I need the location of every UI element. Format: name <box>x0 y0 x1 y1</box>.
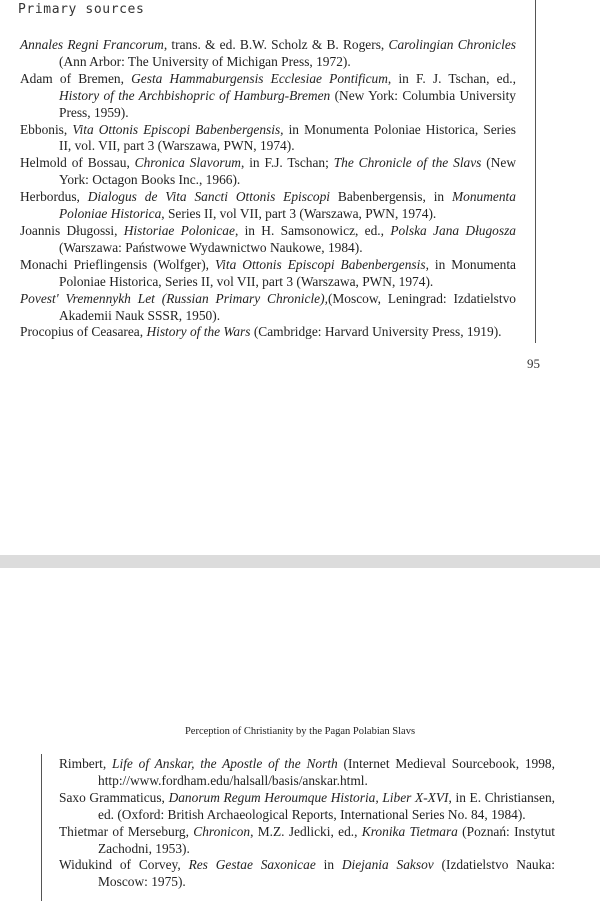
entry-text: , trans. & ed. B.W. Scholz & B. Rogers, <box>163 37 389 52</box>
entry-text: in <box>315 857 342 873</box>
entry-text: (Warszawa: Państwowe Wydawnictwo Naukowe, 1984). <box>59 239 363 255</box>
entry-text: Babenbergensis, in <box>330 189 452 205</box>
bibliography-entry <box>20 71 516 122</box>
bibliography-entry <box>20 257 516 291</box>
entry-title: Chronica Slavorum <box>134 155 241 171</box>
entry-title: Annales Regni Francorum <box>20 37 164 52</box>
entry-title: Res Gestae Saxonicae <box>188 857 316 873</box>
entry-title: The Chronicle of the Slavs <box>333 155 482 171</box>
bibliography-entry <box>20 122 516 156</box>
entry-title: Kronika Tietmara <box>361 823 458 839</box>
entry-text: Saxo Grammaticus, <box>59 789 169 805</box>
margin-rule <box>41 754 42 901</box>
entry-title: Gesta Hammaburgensis Ecclesiae Pontificum <box>131 70 388 86</box>
bibliography-entry <box>59 756 555 790</box>
entry-text: Herbordus, <box>20 189 88 205</box>
page-96 <box>0 568 600 901</box>
bibliography-entry <box>59 824 555 858</box>
entry-title: Danorum Regum Heroumque Historia, Liber X-XVI <box>168 789 449 805</box>
entry-text: Widukind of Corvey, <box>59 857 189 873</box>
entry-title: Vita Ottonis Episcopi Babenbergensis, <box>72 121 284 137</box>
entry-text: in Monumenta Poloniae Historica, Series II, vol. VII, part 3 (Warszawa, PWN, 1974). <box>59 121 516 154</box>
entry-text: Rimbert, <box>59 756 113 771</box>
entry-text: Procopius of Ceasarea, <box>20 324 147 340</box>
entry-text: (Ann Arbor: The University of Michigan Press, 1972). <box>59 53 351 69</box>
bibliography-entry <box>20 155 516 189</box>
entry-text: Ebbonis, <box>20 121 73 137</box>
entry-text: Joannis Długossi, <box>20 222 124 238</box>
page-number: 95 <box>527 356 540 371</box>
bibliography-entry <box>20 189 516 223</box>
entry-text: (Izdatielstvo Nauka: Moscow: 1975). <box>98 857 555 890</box>
entry-text: , M.Z. Jedlicki, ed., <box>250 823 362 839</box>
entry-title: Chronicon <box>193 823 251 839</box>
entry-title: Vita Ottonis Episcopi Babenbergensis <box>214 256 426 272</box>
entry-text: , in F.J. Tschan; <box>240 155 334 171</box>
entry-title: Diejania Saksov <box>341 857 434 873</box>
bibliography-entry <box>59 857 555 891</box>
entry-text: , Series II, vol VII, part 3 (Warszawa, PWN, 1974). <box>161 206 437 222</box>
entry-title: Carolingian Chronicles <box>388 37 516 52</box>
bibliography-entry <box>20 223 516 257</box>
entry-text: (Cambridge: Harvard University Press, 1919). <box>250 324 502 340</box>
bibliography-list <box>20 37 516 341</box>
entry-text: , in Monumenta Poloniae Historica, Series II, vol VII, part 3 (Warszawa, PWN, 1974). <box>59 256 517 289</box>
entry-title: Historiae Polonicae <box>123 222 235 238</box>
entry-text: (Poznań: Instytut Zachodni, 1953). <box>98 823 555 856</box>
entry-title: Life of Anskar, the Apostle of the North <box>112 756 338 771</box>
bibliography-entry <box>20 37 516 71</box>
bibliography-entry <box>20 291 516 325</box>
entry-text: , in F. J. Tschan, ed., <box>387 70 516 86</box>
section-heading: Primary sources <box>18 2 145 17</box>
entry-text: (Internet Medieval Sourcebook, 1998, http://www.fordham.edu/halsall/basis/anskar.html. <box>98 756 555 788</box>
entry-text: Adam of Bremen, <box>20 70 132 86</box>
entry-title: History of the Wars <box>146 324 251 340</box>
entry-text: , in H. Samsonowicz, ed., <box>234 222 391 238</box>
entry-text: , in E. Christiansen, ed. (Oxford: British Archaeological Reports, International Series No. 84, 1984). <box>98 789 555 822</box>
entry-text: (New York: Columbia University Press, 1959). <box>59 87 516 120</box>
bibliography-list <box>59 756 555 891</box>
entry-title: History of the Archbishopric of Hamburg-Bremen <box>59 87 331 103</box>
entry-title: Monumenta Poloniae Historica <box>59 189 516 222</box>
entry-text: Helmold of Bossau, <box>20 155 135 171</box>
entry-title: Povest' Vremennykh Let (Russian Primary Chronicle), <box>20 290 328 306</box>
entry-title: Dialogus de Vita Sancti Ottonis Episcopi <box>87 189 331 205</box>
margin-rule <box>535 0 536 343</box>
entry-title: Polska Jana Długosza <box>390 222 516 238</box>
entry-text: (Moscow, Leningrad: Izdatielstvo Akademii Nauk SSSR, 1950). <box>59 290 516 323</box>
bibliography-entry <box>20 324 516 341</box>
running-head: Perception of Christianity by the Pagan Polabian Slavs <box>184 726 416 737</box>
entry-text: Thietmar of Merseburg, <box>59 823 194 839</box>
entry-text: (New York: Octagon Books Inc., 1966). <box>59 155 517 188</box>
bibliography-entry <box>59 790 555 824</box>
entry-text: Monachi Prieflingensis (Wolfger), <box>20 256 215 272</box>
page-separator <box>0 555 600 568</box>
